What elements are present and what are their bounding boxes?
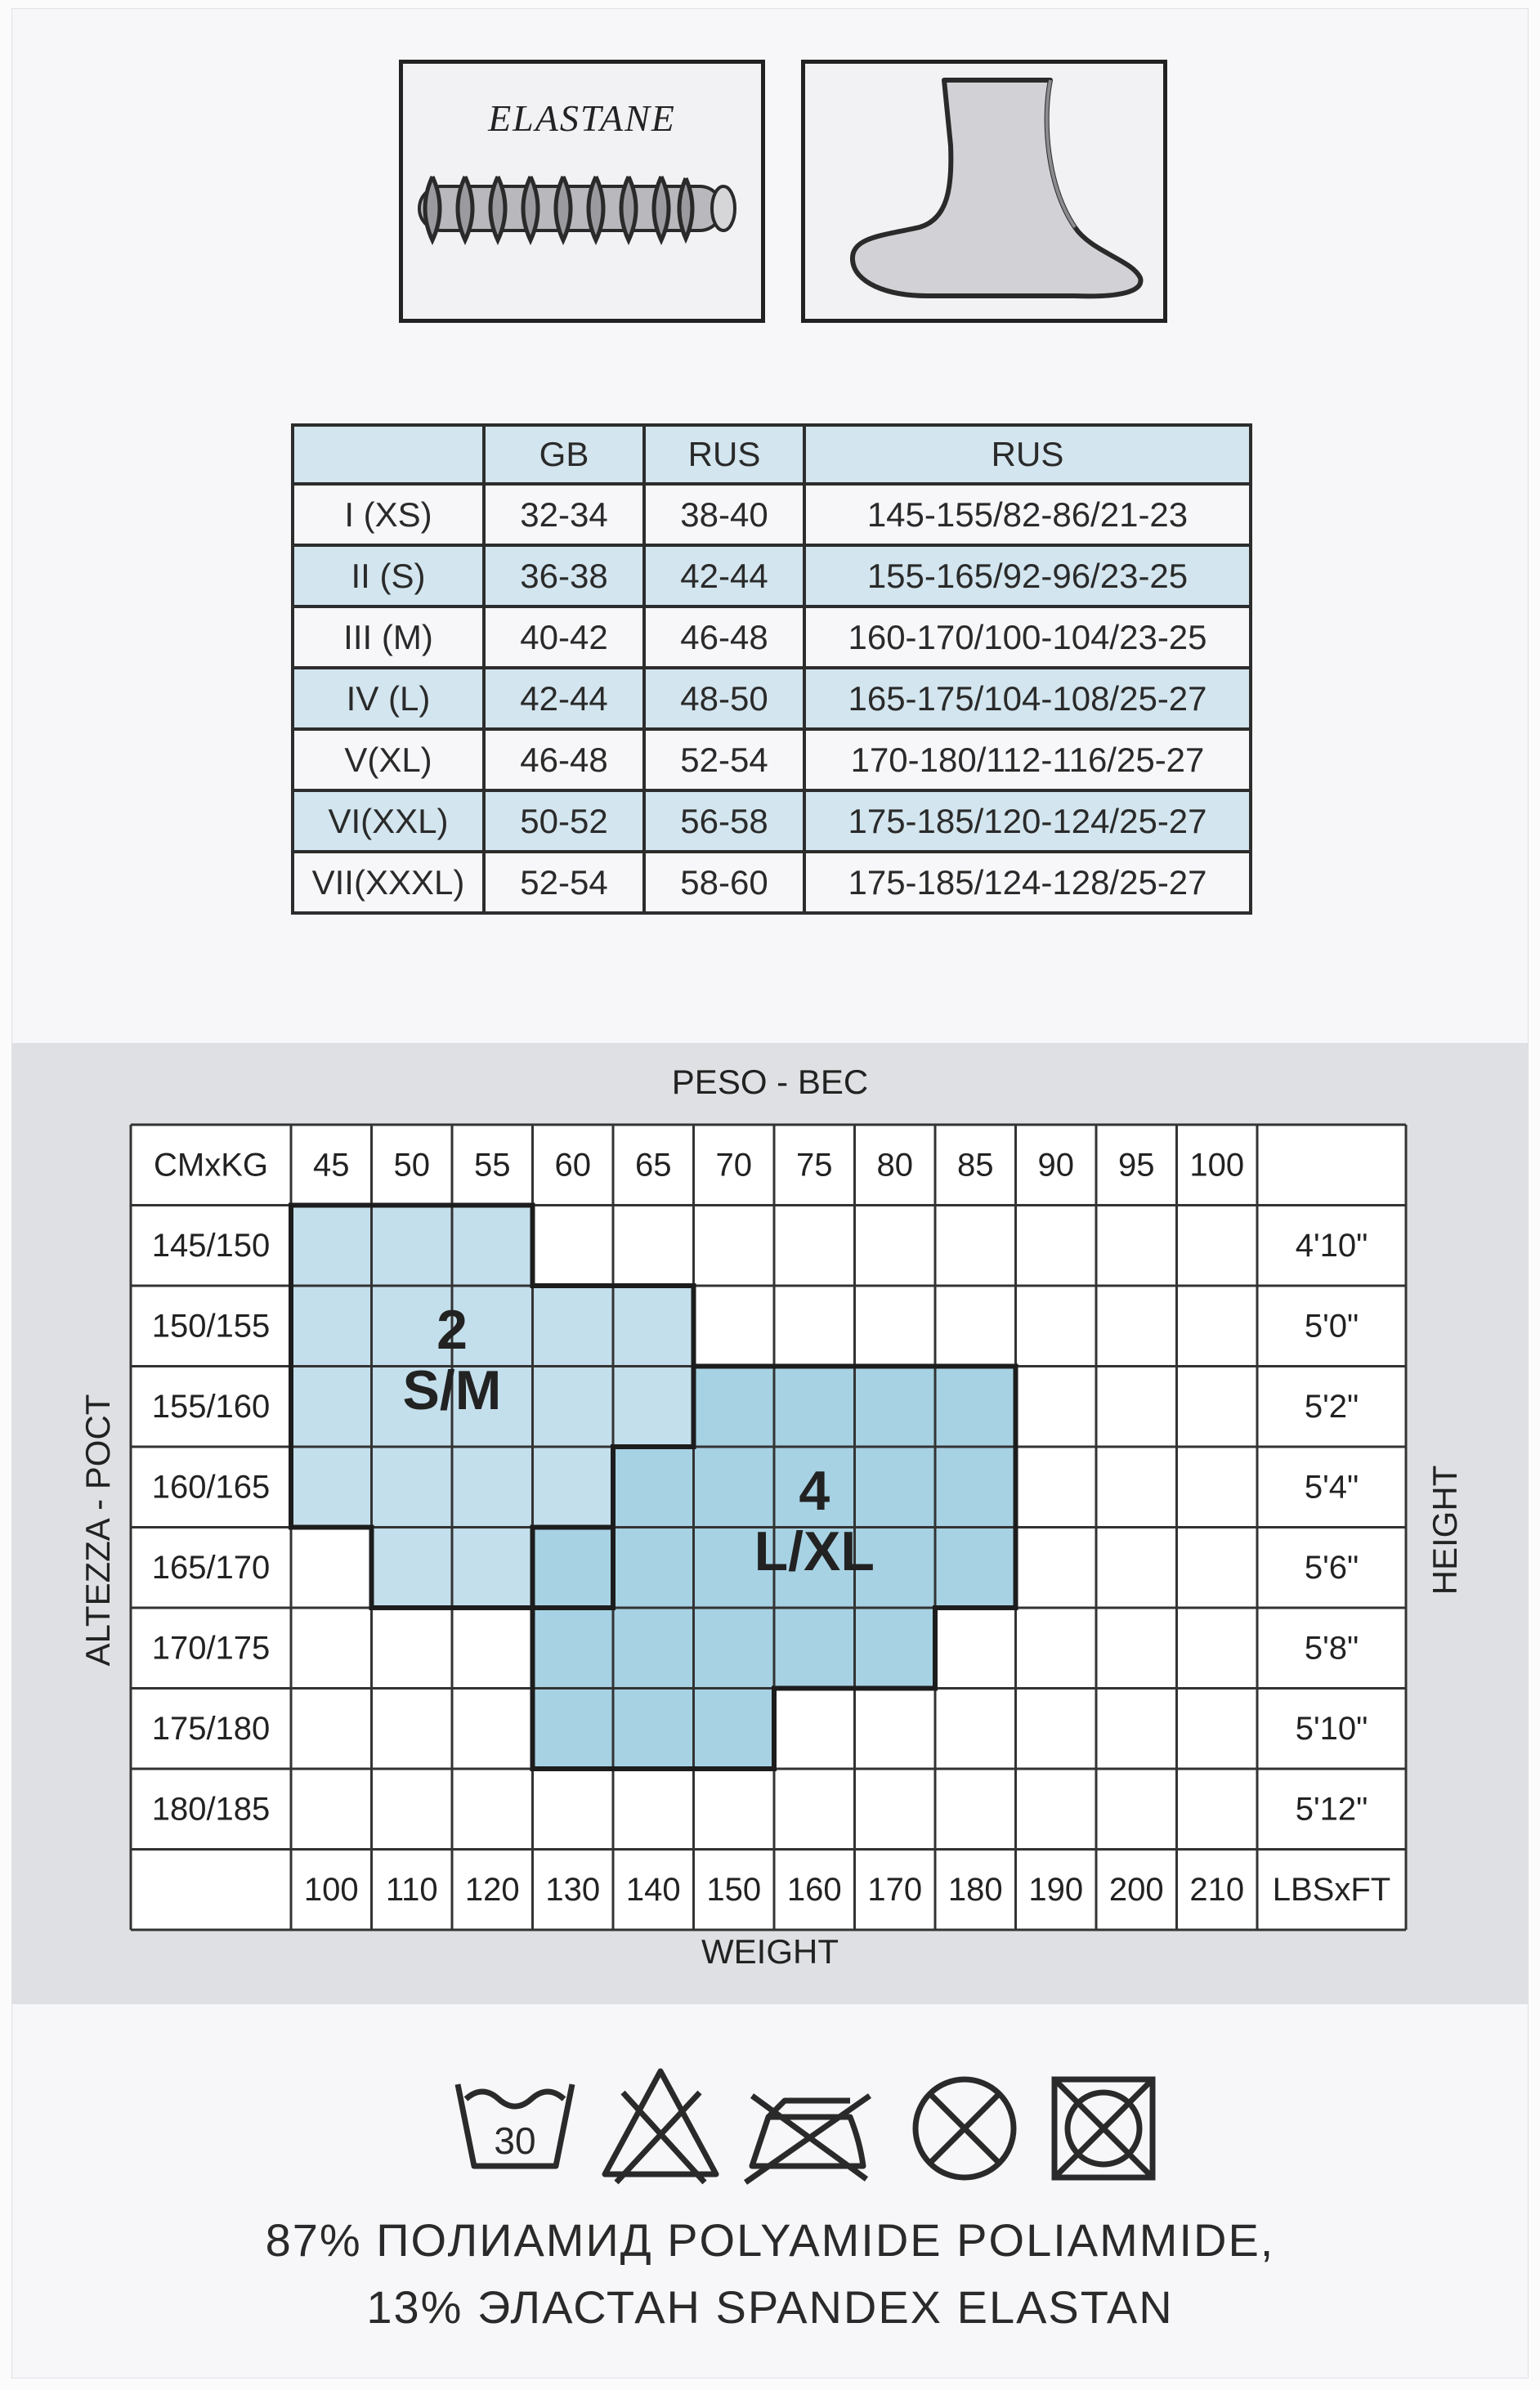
kg-tick: 85 xyxy=(957,1147,994,1184)
measure-cell: 145-155/82-86/21-23 xyxy=(804,484,1251,545)
lbs-tick: 160 xyxy=(786,1871,842,1908)
kg-tick: 75 xyxy=(796,1147,833,1184)
lbs-tick: 170 xyxy=(867,1871,923,1908)
ft-tick: 5'0" xyxy=(1304,1308,1359,1345)
lbs-tick: 130 xyxy=(545,1871,601,1908)
zone-l-xl-label: L/XL xyxy=(754,1520,875,1583)
size-cell: II (S) xyxy=(293,545,484,606)
ft-tick: 5'4" xyxy=(1304,1469,1359,1506)
lbs-tick: 150 xyxy=(706,1871,762,1908)
header-cell: RUS xyxy=(644,425,804,484)
no-dry-clean-icon xyxy=(915,2079,1014,2177)
kg-tick: 80 xyxy=(876,1147,913,1184)
lbs-tick: 180 xyxy=(947,1871,1003,1908)
grid-top-title: PESO - BEC xyxy=(671,1063,869,1101)
lbs-tick: 140 xyxy=(625,1871,681,1908)
lbs-tick: 210 xyxy=(1189,1871,1245,1908)
kg-tick: 60 xyxy=(554,1147,591,1184)
rus-cell: 48-50 xyxy=(644,668,804,729)
no-iron-icon xyxy=(745,2096,870,2182)
measure-cell: 175-185/120-124/25-27 xyxy=(804,790,1251,852)
gb-cell: 36-38 xyxy=(484,545,644,606)
zone-s-m-label: S/M xyxy=(402,1359,502,1422)
cm-tick: 150/155 xyxy=(151,1308,271,1345)
kg-tick: 50 xyxy=(393,1147,430,1184)
ft-tick: 5'10" xyxy=(1295,1710,1368,1747)
ft-tick: 5'12" xyxy=(1295,1791,1368,1828)
rus-cell: 42-44 xyxy=(644,545,804,606)
measure-cell: 160-170/100-104/23-25 xyxy=(804,606,1251,668)
measure-cell: 165-175/104-108/25-27 xyxy=(804,668,1251,729)
measure-cell: 175-185/124-128/25-27 xyxy=(804,852,1251,913)
care-symbols xyxy=(441,2060,1177,2191)
kg-tick: 95 xyxy=(1118,1147,1155,1184)
zone-cell xyxy=(533,1689,775,1770)
rus-cell: 46-48 xyxy=(644,606,804,668)
composition-line-1: 87% ПОЛИАМИД POLYAMIDE POLIAMMIDE, xyxy=(265,2214,1275,2266)
gb-cell: 52-54 xyxy=(484,852,644,913)
zone-cell xyxy=(291,1206,533,1287)
size-cell: V(XL) xyxy=(293,729,484,790)
size-cell: I (XS) xyxy=(293,484,484,545)
size-cell: VI(XXL) xyxy=(293,790,484,852)
measure-cell: 155-165/92-96/23-25 xyxy=(804,545,1251,606)
header-cell: GB xyxy=(484,425,644,484)
composition-line-2: 13% ЭЛАСТАН SPANDEX ELASTAN xyxy=(366,2281,1174,2333)
lbs-tick: 110 xyxy=(385,1871,438,1908)
zone-cell xyxy=(291,1286,694,1367)
cm-tick: 170/175 xyxy=(151,1630,271,1667)
kg-tick: 45 xyxy=(313,1147,350,1184)
no-tumble-dry-icon xyxy=(1054,2079,1153,2177)
no-bleach-icon xyxy=(605,2071,716,2182)
header-cell: RUS xyxy=(804,425,1251,484)
gb-cell: 32-34 xyxy=(484,484,644,545)
elastane-label: ELASTANE xyxy=(488,97,676,139)
gb-cell: 50-52 xyxy=(484,790,644,852)
rus-cell: 38-40 xyxy=(644,484,804,545)
gb-cell: 42-44 xyxy=(484,668,644,729)
kg-tick: 70 xyxy=(715,1147,752,1184)
rus-cell: 52-54 xyxy=(644,729,804,790)
grid-right-title: HEIGHT xyxy=(1426,1465,1464,1596)
rus-cell: 56-58 xyxy=(644,790,804,852)
zone-cell xyxy=(533,1608,936,1689)
corner-bottom-label: LBSxFT xyxy=(1272,1871,1391,1908)
size-cell: IV (L) xyxy=(293,668,484,729)
lbs-tick: 190 xyxy=(1028,1871,1084,1908)
wash-temperature: 30 xyxy=(494,2119,536,2162)
ft-tick: 5'6" xyxy=(1304,1549,1359,1586)
cm-tick: 165/170 xyxy=(151,1549,271,1586)
grid-bottom-title: WEIGHT xyxy=(701,1932,839,1971)
ft-tick: 4'10" xyxy=(1295,1227,1368,1264)
cm-tick: 180/185 xyxy=(151,1791,271,1828)
cm-tick: 145/150 xyxy=(151,1227,271,1264)
kg-tick: 55 xyxy=(474,1147,511,1184)
gb-cell: 40-42 xyxy=(484,606,644,668)
corner-top-label: CMxKG xyxy=(154,1147,268,1184)
wash-30-icon xyxy=(458,2084,572,2166)
cm-tick: 175/180 xyxy=(151,1710,271,1747)
kg-tick: 100 xyxy=(1189,1147,1245,1184)
size-cell: VII(XXXL) xyxy=(293,852,484,913)
ft-tick: 5'2" xyxy=(1304,1388,1359,1425)
measure-cell: 170-180/112-116/25-27 xyxy=(804,729,1251,790)
gb-cell: 46-48 xyxy=(484,729,644,790)
kg-tick: 65 xyxy=(635,1147,672,1184)
ft-tick: 5'8" xyxy=(1304,1630,1359,1667)
lbs-tick: 100 xyxy=(303,1871,359,1908)
kg-tick: 90 xyxy=(1037,1147,1074,1184)
zone-s-m-number: 2 xyxy=(436,1299,468,1362)
rus-cell: 58-60 xyxy=(644,852,804,913)
grid-left-title: ALTEZZA - POCT xyxy=(78,1394,117,1667)
size-cell: III (M) xyxy=(293,606,484,668)
cm-tick: 160/165 xyxy=(151,1469,271,1506)
lbs-tick: 200 xyxy=(1108,1871,1164,1908)
zone-l-xl-number: 4 xyxy=(799,1460,830,1523)
cm-tick: 155/160 xyxy=(151,1388,271,1425)
lbs-tick: 120 xyxy=(464,1871,520,1908)
